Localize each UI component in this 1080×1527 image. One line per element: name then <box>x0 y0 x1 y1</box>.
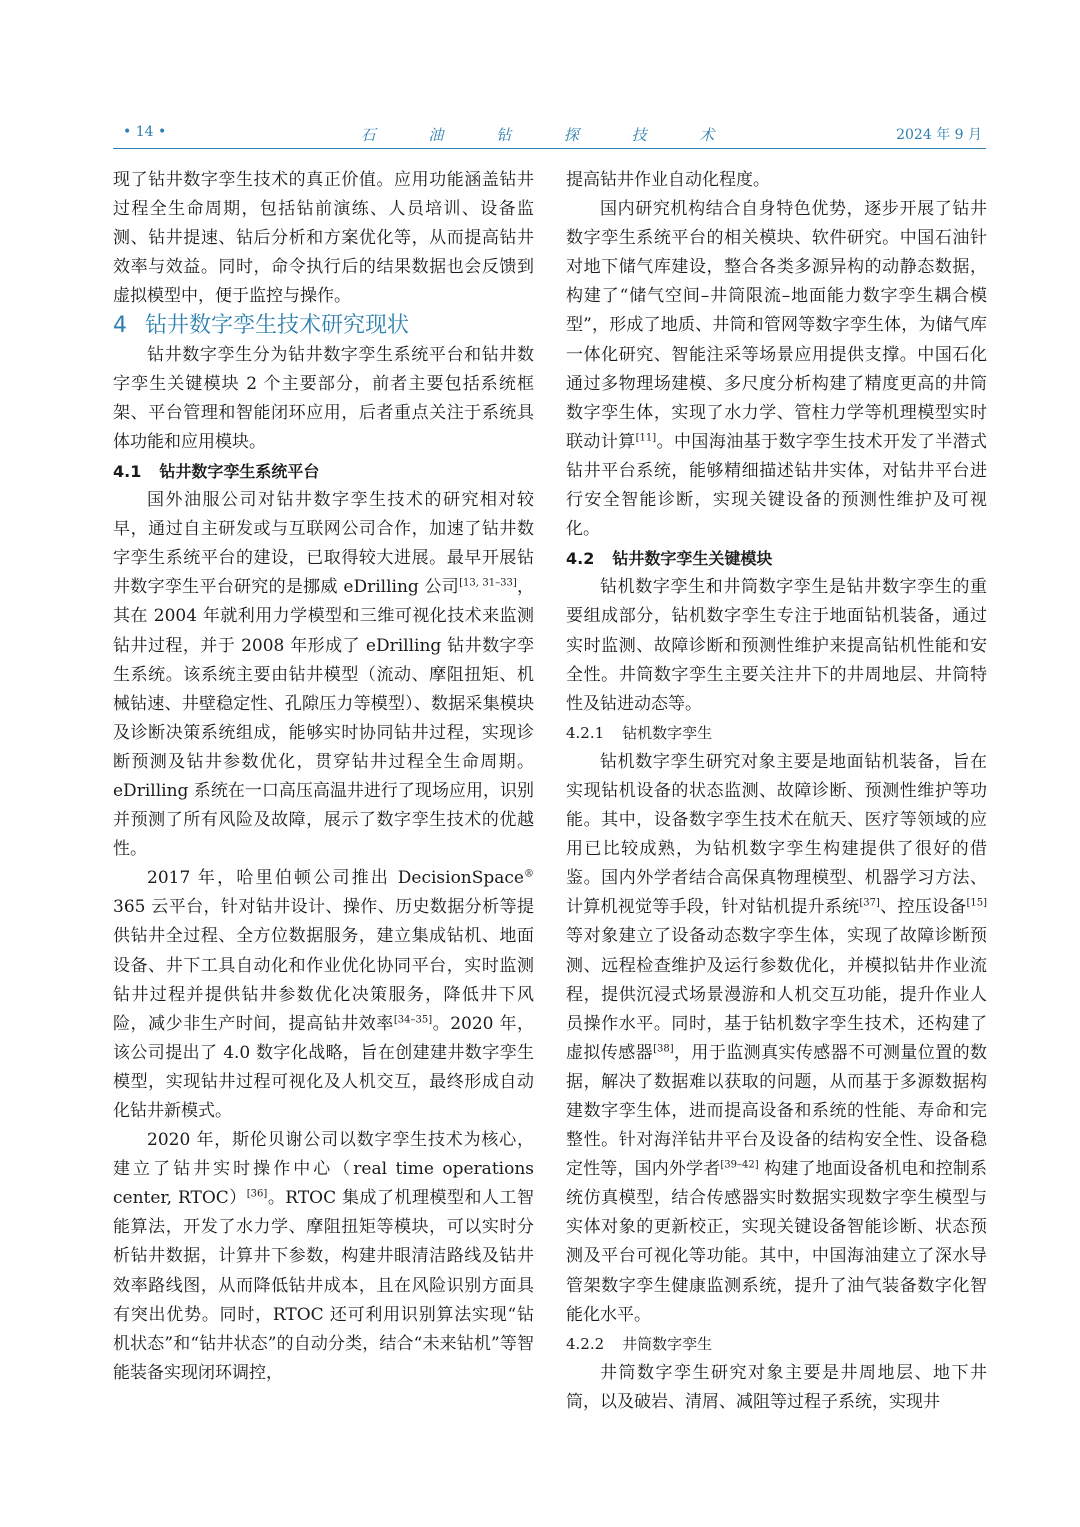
text-run: ，其在 2004 年就利用力学模型和三维可视化技术来监测钻井过程，并于 2008 年形成了 eDrilling 钻井数字孪生系统。该系统主要由钻井模型（流动、摩阻扭矩、机械钻速、井壁稳定性、孔隙压力等模型）、数据采集模块及诊断决策系统组成，能够实时协同钻井过程，实现诊断预测及钻井参数优化，贯穿钻井过程全生命周期。eDrilling 系统在一口高压高温井进行了现场应用，识别并预测了所有风险及故障，展示了数字孪生技术的优越性。 <box>113 577 535 860</box>
paragraph: 提高钻井作业自动化程度。 <box>566 170 770 190</box>
text-run: ，用于监测真实传感器不可测量位置的数据，解决了数据难以获取的问题，从而基于多源数据构建数字孪生体，进而提高设备和系统的性能、寿命和完整性。针对海洋钻井平台及设备的结构安全性、设备稳定性等，国内外学者 <box>566 1042 988 1180</box>
paragraph <box>113 1126 534 1388</box>
section-number: 4.2.1 <box>566 723 605 742</box>
page-number: • 14 • <box>123 124 167 140</box>
right-column <box>566 166 987 1417</box>
text-run: 构建了地面设备机电和控制系统仿真模型，结合传感器实时数据实现数字孪生模型与实体对象的更新校正，实现关键设备智能诊断、状态预测及平台可视化等功能。其中，中国海油建立了深水导管架数字孪生健康监测系统，提升了油气装备数字化智能化水平。 <box>566 1159 988 1325</box>
registered-mark: ® <box>524 868 534 880</box>
section-title: 钻井数字孪生系统平台 <box>159 461 320 481</box>
section-heading-4-2-1 <box>566 719 987 748</box>
citation: [37] <box>859 897 880 909</box>
paragraph: 井筒数字孪生研究对象主要是井周地层、地下井筒，以及破岩、清屑、减阻等过程子系统，实现井 <box>566 1362 987 1412</box>
text-run: 2017 年，哈里伯顿公司推出 DecisionSpace <box>147 868 524 889</box>
text-run: 。2020 年，该公司提出了 4.0 数字化战略，旨在创建建井数字孪生模型，实现钻井过程可视化及人机交互，最终形成自动化钻井新模式。 <box>113 1013 535 1121</box>
paragraph: 钻机数字孪生和井筒数字孪生是钻井数字孪生的重要组成部分，钻机数字孪生专注于地面钻机装备，通过实时监测、故障诊断和预测性维护来提高钻机性能和安全性。井筒数字孪生主要关注井下的井周地层、井筒特性及钻进动态等。 <box>566 577 987 714</box>
text-run: 钻机数字孪生研究对象主要是地面钻机装备，旨在实现钻机设备的状态监测、故障诊断、预测性维护等功能。其中，设备数字孪生技术在航天、医疗等领域的应用已比较成熟，为钻机数字孪生构建提供了很好的借鉴。国内外学者结合高保真物理模型、机器学习方法、计算机视觉等手段，针对钻机提升系统 <box>566 751 987 918</box>
text-run: 。中国海油基于数字孪生技术开发了半潜式钻井平台系统，能够精细描述钻井实体，对钻井平台进行安全智能诊断，实现关键设备的预测性维护及可视化。 <box>566 431 988 540</box>
text-run: 国外油服公司对钻井数字孪生技术的研究相对较早，通过自主研发或与互联网公司合作，加速了钻井数字孪生系统平台的建设，已取得较大进展。最早开展钻井数字孪生平台研究的是挪威 eDrilling 公司 <box>113 490 534 598</box>
section-title: 井筒数字孪生 <box>622 1334 713 1353</box>
section-title: 钻井数字孪生关键模块 <box>612 549 773 569</box>
section-heading-4-2 <box>566 544 987 573</box>
journal-name: 石 油 钻 探 技 术 <box>360 126 739 144</box>
citation: [13, 31–33] <box>459 577 517 589</box>
section-title: 钻井数字孪生技术研究现状 <box>145 313 410 339</box>
paragraph <box>566 195 987 544</box>
citation: [11] <box>635 432 657 444</box>
section-number: 4 <box>113 313 127 339</box>
left-column <box>113 166 534 1388</box>
citation: [36] <box>246 1188 268 1200</box>
section-heading-4 <box>113 311 534 340</box>
paragraph <box>566 748 987 1330</box>
section-number: 4.1 <box>113 461 142 481</box>
section-number: 4.2.2 <box>566 1334 605 1353</box>
text-run: 365 云平台，针对钻井设计、操作、历史数据分析等提供钻井全过程、全方位数据服务，建立集成钻机、地面设备、井下工具自动化和作业优化协同平台，实时监测钻井过程并提供钻井参数优化决策服务，降低井下风险，减少非生产时间，提高钻井效率 <box>113 897 534 1034</box>
section-heading-4-1 <box>113 457 534 486</box>
text-run: 2020 年，斯伦贝谢公司以数字孪生技术为核心，建立了钻井实时操作中心（real time operations center, RTOC） <box>113 1130 534 1209</box>
section-heading-4-2-2 <box>566 1330 987 1359</box>
citation: [39–42] <box>720 1159 759 1171</box>
section-number: 4.2 <box>566 549 595 569</box>
paragraph <box>113 864 534 1126</box>
paragraph: 钻井数字孪生分为钻井数字孪生系统平台和钻井数字孪生关键模块 2 个主要部分，前者主要包括系统框架、平台管理和智能闭环应用，后者重点关注于系统具体功能和应用模块。 <box>113 344 534 452</box>
issue-date: 2024 年 9 月 <box>896 127 982 143</box>
section-title: 钻机数字孪生 <box>622 723 713 742</box>
citation: [15] <box>966 897 988 909</box>
text-run: 、控压设备 <box>879 897 967 918</box>
text-run: 国内研究机构结合自身特色优势，逐步开展了钻井数字孪生系统平台的相关模块、软件研究。中国石油针对地下储气库建设，整合各类多源异构的动静态数据，构建了“储气空间–井筒限流–地面能力数字孪生耦合模型”，形成了地质、井筒和管网等数字孪生体，为储气库一体化研究、智能注采等场景应用提供支撑。中国石化通过多物理场建模、多尺度分析构建了精度更高的井筒数字孪生体，实现了水力学、管柱力学等机理模型实时联动计算 <box>566 199 987 452</box>
paragraph <box>113 486 534 864</box>
citation: [34–35] <box>393 1014 433 1026</box>
text-run: 等对象建立了设备动态数字孪生体，实现了故障诊断预测、远程检查维护及运行参数优化，并模拟钻井作业流程，提供沉浸式场景漫游和人机交互功能，提升作业人员操作水平。同时，基于钻机数字孪生技术，还构建了虚拟传感器 <box>566 926 987 1063</box>
running-header <box>113 118 986 149</box>
text-run: 。RTOC 集成了机理模型和人工智能算法，开发了水力学、摩阻扭矩等模块，可以实时分析钻井数据，计算井下参数，构建井眼清洁路线及钻井效率路线图，从而降低钻井成本，且在风险识别方面具有突出优势。同时，RTOC 还可利用识别算法实现“钻机状态”和“钻井状态”的自动分类，结合“未来钻机”等智能装备实现闭环调控， <box>113 1188 534 1383</box>
paragraph: 现了钻井数字孪生技术的真正价值。应用功能涵盖钻井过程全生命周期，包括钻前演练、人员培训、设备监测、钻井提速、钻后分析和方案优化等，从而提高钻井效率与效益。同时，命令执行后的结果数据也会反馈到虚拟模型中，便于监控与操作。 <box>113 170 534 307</box>
citation: [38] <box>653 1043 674 1055</box>
